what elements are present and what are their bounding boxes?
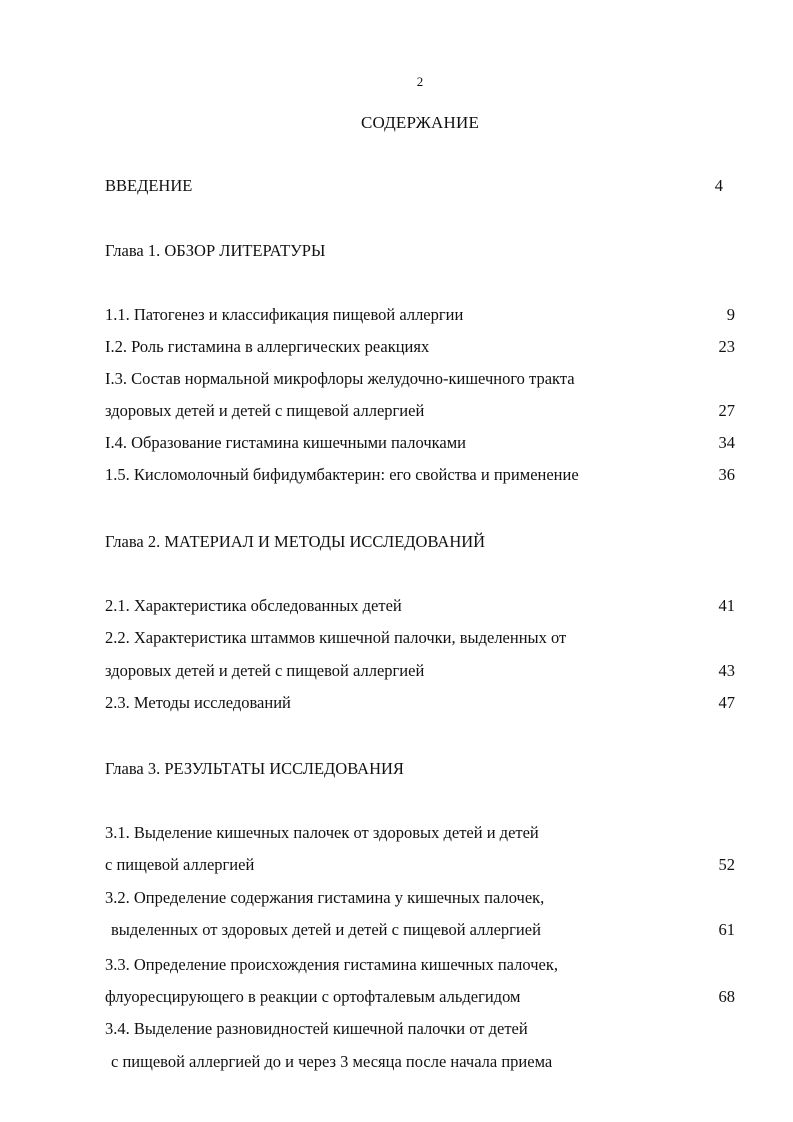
- toc-entry-text: 2.1. Характеристика обследованных детей: [105, 596, 402, 615]
- chapter-heading-text: Глава 2. МАТЕРИАЛ И МЕТОДЫ ИССЛЕДОВАНИЙ: [105, 532, 486, 551]
- toc-entry-text: с пищевой аллергией до и через 3 месяца после начала приема: [111, 1052, 553, 1071]
- toc-entry-text: флуоресцирующего в реакции с ортофталевым альдегидом: [105, 987, 521, 1006]
- toc-entry-continuation: [0, 985, 793, 1009]
- toc-entry-page: 23: [718, 337, 735, 356]
- toc-entry-page: 68: [718, 987, 735, 1006]
- toc-entry-page: 4: [714, 176, 723, 195]
- page-number: 2: [416, 74, 424, 89]
- toc-entry-continuation: [0, 1050, 793, 1074]
- toc-entry-page: 43: [718, 661, 735, 680]
- toc-entry-text: 3.1. Выделение кишечных палочек от здоровых детей и детей: [105, 823, 539, 842]
- toc-entry-page: 9: [726, 305, 735, 324]
- toc-entry-text: 3.3. Определение происхождения гистамина кишечных палочек,: [105, 955, 558, 974]
- toc-entry-text: I.2. Роль гистамина в аллергических реакциях: [105, 337, 430, 356]
- chapter-heading-1: [0, 239, 793, 263]
- page-title: СОДЕРЖАНИЕ: [360, 113, 480, 132]
- toc-entry-text: 1.5. Кисломолочный бифидумбактерин: его свойства и применение: [105, 465, 579, 484]
- chapter-heading-text: Глава 3. РЕЗУЛЬТАТЫ ИССЛЕДОВАНИЯ: [105, 759, 404, 778]
- toc-entry-text: 1.1. Патогенез и классификация пищевой аллергии: [105, 305, 464, 324]
- toc-entry-text: 2.2. Характеристика штаммов кишечной палочки, выделенных от: [105, 628, 567, 647]
- toc-entry-text: ВВЕДЕНИЕ: [105, 176, 193, 195]
- toc-entry: [0, 594, 793, 618]
- toc-entry-continuation: [0, 918, 793, 942]
- toc-entry: [0, 367, 793, 391]
- toc-entry-page: 36: [718, 465, 735, 484]
- toc-entry-page: 41: [718, 596, 735, 615]
- toc-entry-continuation: [0, 399, 793, 423]
- toc-entry: [0, 335, 793, 359]
- toc-entry: [0, 303, 793, 327]
- toc-entry-page: 47: [718, 693, 735, 712]
- toc-entry-text: здоровых детей и детей с пищевой аллергией: [105, 661, 425, 680]
- toc-entry-text: I.3. Состав нормальной микрофлоры желудочно-кишечного тракта: [105, 369, 575, 388]
- chapter-heading-2: [0, 530, 793, 554]
- toc-entry-page: 61: [718, 920, 735, 939]
- toc-entry-text: 2.3. Методы исследований: [105, 693, 291, 712]
- toc-entry: [0, 691, 793, 715]
- toc-entry-page: 34: [718, 433, 735, 452]
- toc-entry-text: 3.4. Выделение разновидностей кишечной палочки от детей: [105, 1019, 528, 1038]
- chapter-heading-3: [0, 757, 793, 781]
- chapter-heading-text: Глава 1. ОБЗОР ЛИТЕРАТУРЫ: [105, 241, 326, 260]
- toc-entry: [0, 953, 793, 977]
- toc-entry-text: выделенных от здоровых детей и детей с пищевой аллергией: [111, 920, 541, 939]
- toc-entry-text: здоровых детей и детей с пищевой аллергией: [105, 401, 425, 420]
- toc-entry-page: 27: [718, 401, 735, 420]
- toc-entry: [0, 1017, 793, 1041]
- toc-entry: [0, 431, 793, 455]
- toc-entry-text: I.4. Образование гистамина кишечными палочками: [105, 433, 466, 452]
- toc-entry-continuation: [0, 659, 793, 683]
- toc-entry-text: с пищевой аллергией: [105, 855, 255, 874]
- toc-entry-intro: [0, 174, 793, 198]
- toc-entry-text: 3.2. Определение содержания гистамина у кишечных палочек,: [105, 888, 545, 907]
- toc-entry: [0, 463, 793, 487]
- toc-entry-continuation: [0, 853, 793, 877]
- toc-entry: [0, 626, 793, 650]
- toc-entry: [0, 821, 793, 845]
- toc-entry-page: 52: [718, 855, 735, 874]
- toc-entry: [0, 886, 793, 910]
